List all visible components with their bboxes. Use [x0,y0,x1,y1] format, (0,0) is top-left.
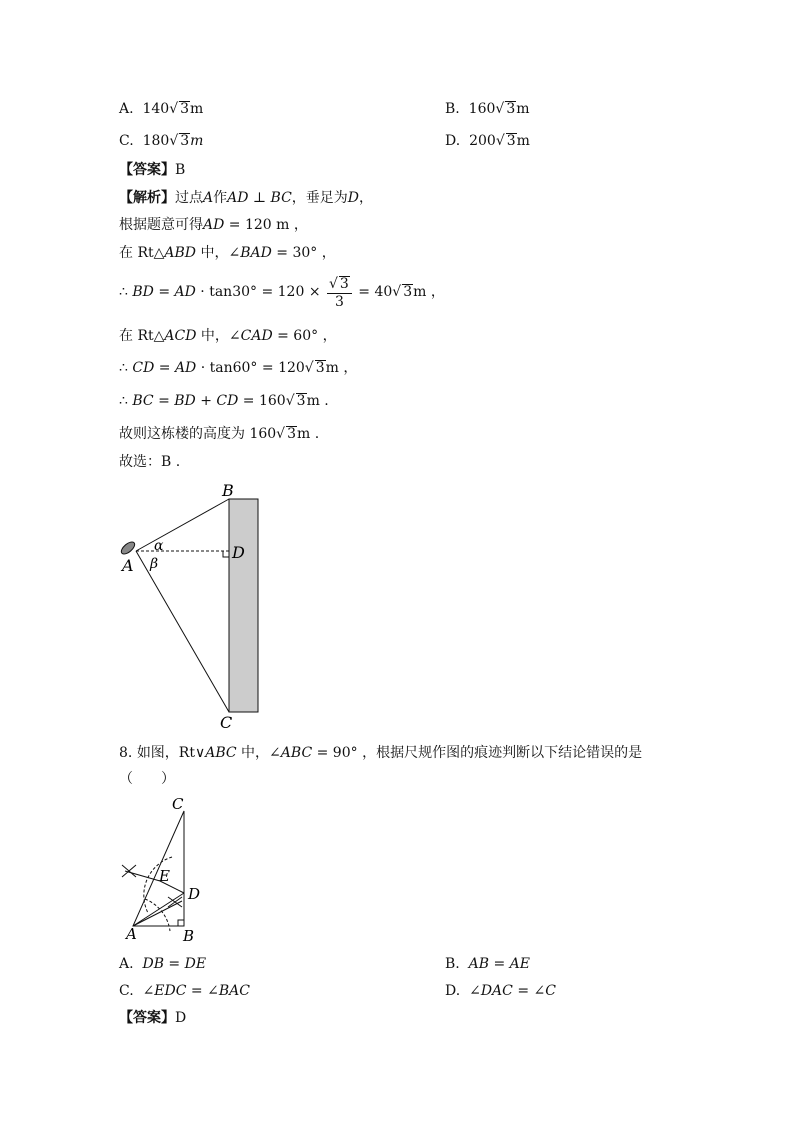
option-text: ∠DAC = ∠C [469,983,556,999]
text: 如图，Rt∨ [136,745,206,761]
option-label: B. [445,101,460,117]
q7-analysis-line-8 [119,425,319,443]
text: = [153,284,175,300]
figure-building [110,478,280,734]
cross-mark-1 [122,865,136,877]
right-angle-mark [178,920,184,926]
math: ABC [205,745,237,761]
q7-analysis-line-1 [119,189,373,207]
q8-option-c [119,982,250,1000]
radicand: 3 [315,360,325,376]
math: CAD [240,328,273,344]
text: = [153,393,175,409]
option-label: C. [119,983,134,999]
question-number: 8. [119,745,133,761]
text: ， [359,190,374,206]
text: m . [306,393,329,409]
radicand: 3 [506,133,516,149]
unit: m [190,133,204,149]
q7-option-c [119,132,203,150]
option-text: AB = AE [468,956,531,972]
text: m ， [325,360,358,376]
text: 故则这栋楼的高度为 160 [119,426,277,442]
math: AD [174,284,196,300]
sqrt-icon: √ [285,393,295,409]
text: ∴ [119,284,133,300]
q7-analysis-line-6 [119,359,357,377]
line-ab [136,499,229,551]
q7-analysis-line-2 [119,216,308,234]
text: = [154,360,175,376]
text: = 30° ， [271,245,336,261]
math: BAD [240,245,272,261]
math: ABC [280,745,313,761]
radicand: 3 [339,275,349,292]
unit: m [190,101,204,117]
text: ∴ [119,360,133,376]
text: m . [297,426,320,442]
radicand: 3 [403,284,413,300]
radicand: 3 [287,426,297,442]
label-a: A [126,925,137,943]
sqrt-icon: √ [169,133,179,149]
text: · tan30° = 120 × [195,284,325,300]
text: = 60° ， [272,328,337,344]
q8-answer [119,1009,186,1027]
label-c: C [220,713,233,732]
text: 中，∠ [196,328,241,344]
option-label: D. [445,983,461,999]
answer-blank: （ ） [119,771,175,787]
q7-answer [119,161,185,179]
q7-analysis-line-7 [119,392,329,410]
option-label: B. [445,956,460,972]
sqrt-icon: √ [495,101,505,117]
q8-option-d [445,982,556,1000]
text: 故选：B . [119,454,181,470]
math: AD [203,217,225,233]
answer-tag: 【答案】 [119,1010,175,1026]
option-text: DB = DE [142,956,207,972]
sqrt-icon: √ [495,133,505,149]
q8-stem [119,744,642,762]
sqrt-icon: √ [276,426,286,442]
text: + [195,393,217,409]
unit: m [516,101,530,117]
option-text: ∠EDC = ∠BAC [142,983,250,999]
radicand: 3 [296,393,306,409]
label-b: B [222,481,234,500]
answer-value: D [175,1010,187,1026]
answer-tag: 【答案】 [119,162,175,178]
text: = 40 [353,284,393,300]
math: BD [132,284,154,300]
text: 中，∠ [236,745,281,761]
sqrt-icon: √ [169,101,179,117]
right-angle-mark [223,551,229,557]
math: ACD [164,328,197,344]
label-c: C [172,795,184,813]
analysis-tag: 【解析】 [119,190,175,206]
math: A [203,190,214,206]
q7-analysis-line-9 [119,453,180,471]
radicand: 3 [180,101,190,117]
label-alpha: α [154,538,164,554]
option-label: D. [445,133,461,149]
math: AD [174,360,197,376]
text: 根据题意可得 [119,217,203,233]
text: = 90° ，根据尺规作图的痕迹判断以下结论错误的是 [312,745,643,761]
option-label: A. [119,101,134,117]
label-d: D [188,885,201,903]
text: 在 Rt△ [119,245,165,261]
math: D [347,190,360,206]
q7-analysis-line-5 [119,327,337,345]
option-value: 160 [468,101,496,117]
text: ，垂足为 [291,190,348,206]
radicand: 3 [506,101,516,117]
q8-paren [119,770,175,788]
sqrt-icon: √ [304,360,314,376]
q8-option-b [445,955,530,973]
math: CD [132,360,155,376]
fraction-numerator [327,275,352,294]
text: = 160 [238,393,286,409]
math: BD [174,393,196,409]
label-a: A [122,556,134,575]
math: BC [132,393,154,409]
q8-option-a [119,955,206,973]
math: CD [216,393,239,409]
q7-analysis-line-4 [119,270,445,314]
option-value: 180 [142,133,170,149]
text: ∴ [119,393,133,409]
text: m ， [413,284,445,300]
sqrt-icon: √ [392,284,402,300]
sqrt-icon: √ [329,275,338,292]
math: AD ⊥ BC [227,190,292,206]
text: 作 [213,190,228,206]
unit: m [516,133,530,149]
drone-icon [119,540,136,556]
label-b: B [183,927,195,945]
q7-option-d [445,132,530,150]
option-value: 140 [142,101,170,117]
text: = 120 m ， [224,217,308,233]
text: · tan60° = 120 [196,360,305,376]
label-d: D [232,543,245,562]
option-label: C. [119,133,134,149]
fraction [327,275,352,310]
math: ABD [164,245,197,261]
q7-analysis-line-3 [119,244,336,262]
figure-construction [110,795,220,950]
answer-value: B [175,162,186,178]
bisector-line [133,901,182,926]
text: 过点 [175,190,203,206]
text: 中，∠ [196,245,241,261]
option-label: A. [119,956,134,972]
text: 在 Rt△ [119,328,165,344]
fraction-denominator: 3 [334,293,344,310]
label-beta: β [150,556,159,572]
label-e: E [159,867,170,885]
line-ac [136,551,229,712]
q7-option-a [119,100,203,118]
building-rect [229,499,258,712]
option-value: 200 [469,133,496,149]
q7-option-b [445,100,530,118]
radicand: 3 [180,133,190,149]
